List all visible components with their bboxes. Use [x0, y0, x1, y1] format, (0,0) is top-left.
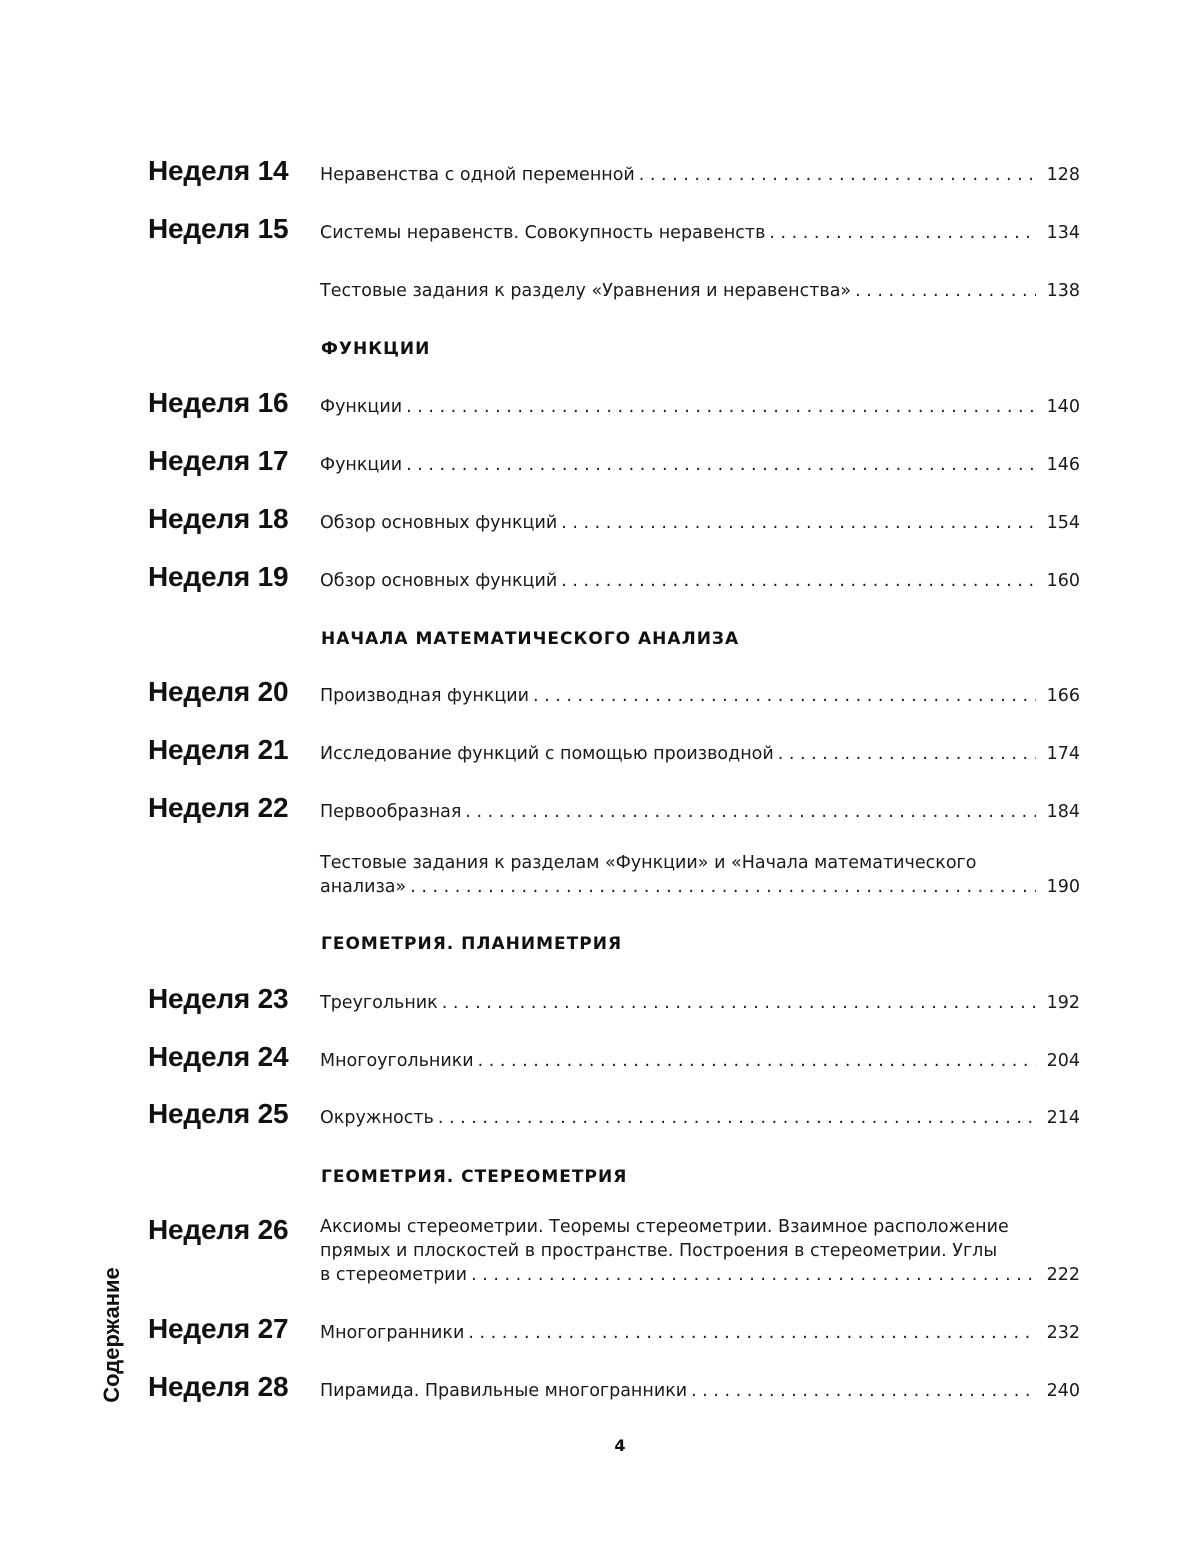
entry-title: Функции [320, 397, 403, 417]
entry-title: Первообразная [320, 802, 462, 822]
entry-page: 166 [1046, 686, 1080, 706]
entry-title: Окружность [320, 1108, 434, 1128]
toc-entry[interactable] [320, 511, 1080, 535]
toc-entry[interactable] [320, 163, 1080, 187]
side-running-label-text: Содержание [99, 1267, 125, 1403]
entry-title-line: прямых и плоскостей в пространстве. Построения в стереометрии. Углы [320, 1241, 998, 1261]
entry-page: 134 [1046, 223, 1080, 243]
dot-leader [561, 569, 1036, 593]
entry-page: 146 [1046, 455, 1080, 475]
week-label: Неделя 26 [148, 1214, 289, 1245]
side-running-label [94, 1265, 130, 1405]
toc-entry[interactable] [320, 684, 1080, 708]
dot-leader [778, 742, 1036, 766]
dot-leader [471, 1263, 1036, 1287]
dot-leader [468, 1321, 1036, 1345]
toc-entry[interactable] [320, 851, 1080, 899]
week-label: Неделя 18 [148, 503, 289, 534]
entry-page: 128 [1046, 165, 1080, 185]
toc-entry[interactable] [320, 1215, 1080, 1287]
dot-leader [442, 991, 1036, 1015]
entry-title: Обзор основных функций [320, 513, 558, 533]
section-heading: ГЕОМЕТРИЯ. СТЕРЕОМЕТРИЯ [321, 1167, 628, 1187]
dot-leader [769, 221, 1036, 245]
entry-page: 192 [1046, 993, 1080, 1013]
dot-leader [533, 684, 1036, 708]
week-label: Неделя 28 [148, 1371, 289, 1402]
entry-page: 240 [1046, 1381, 1080, 1401]
entry-page: 232 [1046, 1323, 1080, 1343]
dot-leader [691, 1379, 1036, 1403]
toc-entry[interactable] [320, 569, 1080, 593]
toc-entry[interactable] [320, 800, 1080, 824]
entry-title-line: анализа» [320, 877, 407, 897]
entry-page: 140 [1046, 397, 1080, 417]
entry-title: Неравенства с одной переменной [320, 165, 635, 185]
dot-leader [438, 1106, 1036, 1130]
dot-leader [465, 800, 1036, 824]
toc-entry[interactable] [320, 742, 1080, 766]
week-label: Неделя 24 [148, 1041, 289, 1072]
toc-entry[interactable] [320, 1049, 1080, 1073]
dot-leader [410, 875, 1036, 899]
week-label: Неделя 22 [148, 792, 289, 823]
section-heading: НАЧАЛА МАТЕМАТИЧЕСКОГО АНАЛИЗА [321, 629, 740, 649]
toc-entry[interactable] [320, 1321, 1080, 1345]
entry-title-line: Аксиомы стереометрии. Теоремы стереометрии. Взаимное расположение [320, 1217, 1009, 1237]
entry-title: Тестовые задания к разделу «Уравнения и неравенства» [320, 281, 852, 301]
week-label: Неделя 16 [148, 387, 289, 418]
section-heading: ГЕОМЕТРИЯ. ПЛАНИМЕТРИЯ [321, 934, 623, 954]
page-number: 4 [614, 1436, 626, 1455]
toc-entry[interactable] [320, 279, 1080, 303]
toc-entry[interactable] [320, 1379, 1080, 1403]
dot-leader [855, 279, 1036, 303]
entry-title-line: Тестовые задания к разделам «Функции» и «Начала математического [320, 853, 977, 873]
entry-title: Производная функции [320, 686, 530, 706]
entry-title: Треугольник [320, 993, 438, 1013]
toc-entry[interactable] [320, 453, 1080, 477]
entry-page: 222 [1046, 1265, 1080, 1285]
week-label: Неделя 27 [148, 1313, 289, 1344]
week-label: Неделя 14 [148, 155, 289, 186]
entry-page: 190 [1046, 877, 1080, 897]
week-label: Неделя 15 [148, 213, 289, 244]
entry-page: 160 [1046, 571, 1080, 591]
dot-leader [406, 395, 1036, 419]
entry-page: 154 [1046, 513, 1080, 533]
week-label: Неделя 19 [148, 561, 289, 592]
toc-entry[interactable] [320, 1106, 1080, 1130]
dot-leader [478, 1049, 1036, 1073]
entry-page: 204 [1046, 1051, 1080, 1071]
entry-title: Пирамида. Правильные многогранники [320, 1381, 688, 1401]
entry-page: 138 [1046, 281, 1080, 301]
section-heading: ФУНКЦИИ [321, 339, 431, 359]
toc-entry[interactable] [320, 991, 1080, 1015]
week-label: Неделя 21 [148, 734, 289, 765]
toc-entry[interactable] [320, 395, 1080, 419]
dot-leader [561, 511, 1036, 535]
dot-leader [639, 163, 1036, 187]
entry-title: Обзор основных функций [320, 571, 558, 591]
entry-page: 214 [1046, 1108, 1080, 1128]
week-label: Неделя 20 [148, 676, 289, 707]
week-label: Неделя 23 [148, 983, 289, 1014]
entry-title: Системы неравенств. Совокупность неравенств [320, 223, 766, 243]
entry-title: Исследование функций с помощью производной [320, 744, 774, 764]
dot-leader [406, 453, 1036, 477]
toc-entry[interactable] [320, 221, 1080, 245]
entry-title: Функции [320, 455, 403, 475]
week-label: Неделя 25 [148, 1098, 289, 1129]
entry-page: 174 [1046, 744, 1080, 764]
entry-title: Многоугольники [320, 1051, 474, 1071]
week-label: Неделя 17 [148, 445, 289, 476]
entry-title-line: в стереометрии [320, 1265, 468, 1285]
entry-page: 184 [1046, 802, 1080, 822]
entry-title: Многогранники [320, 1323, 465, 1343]
